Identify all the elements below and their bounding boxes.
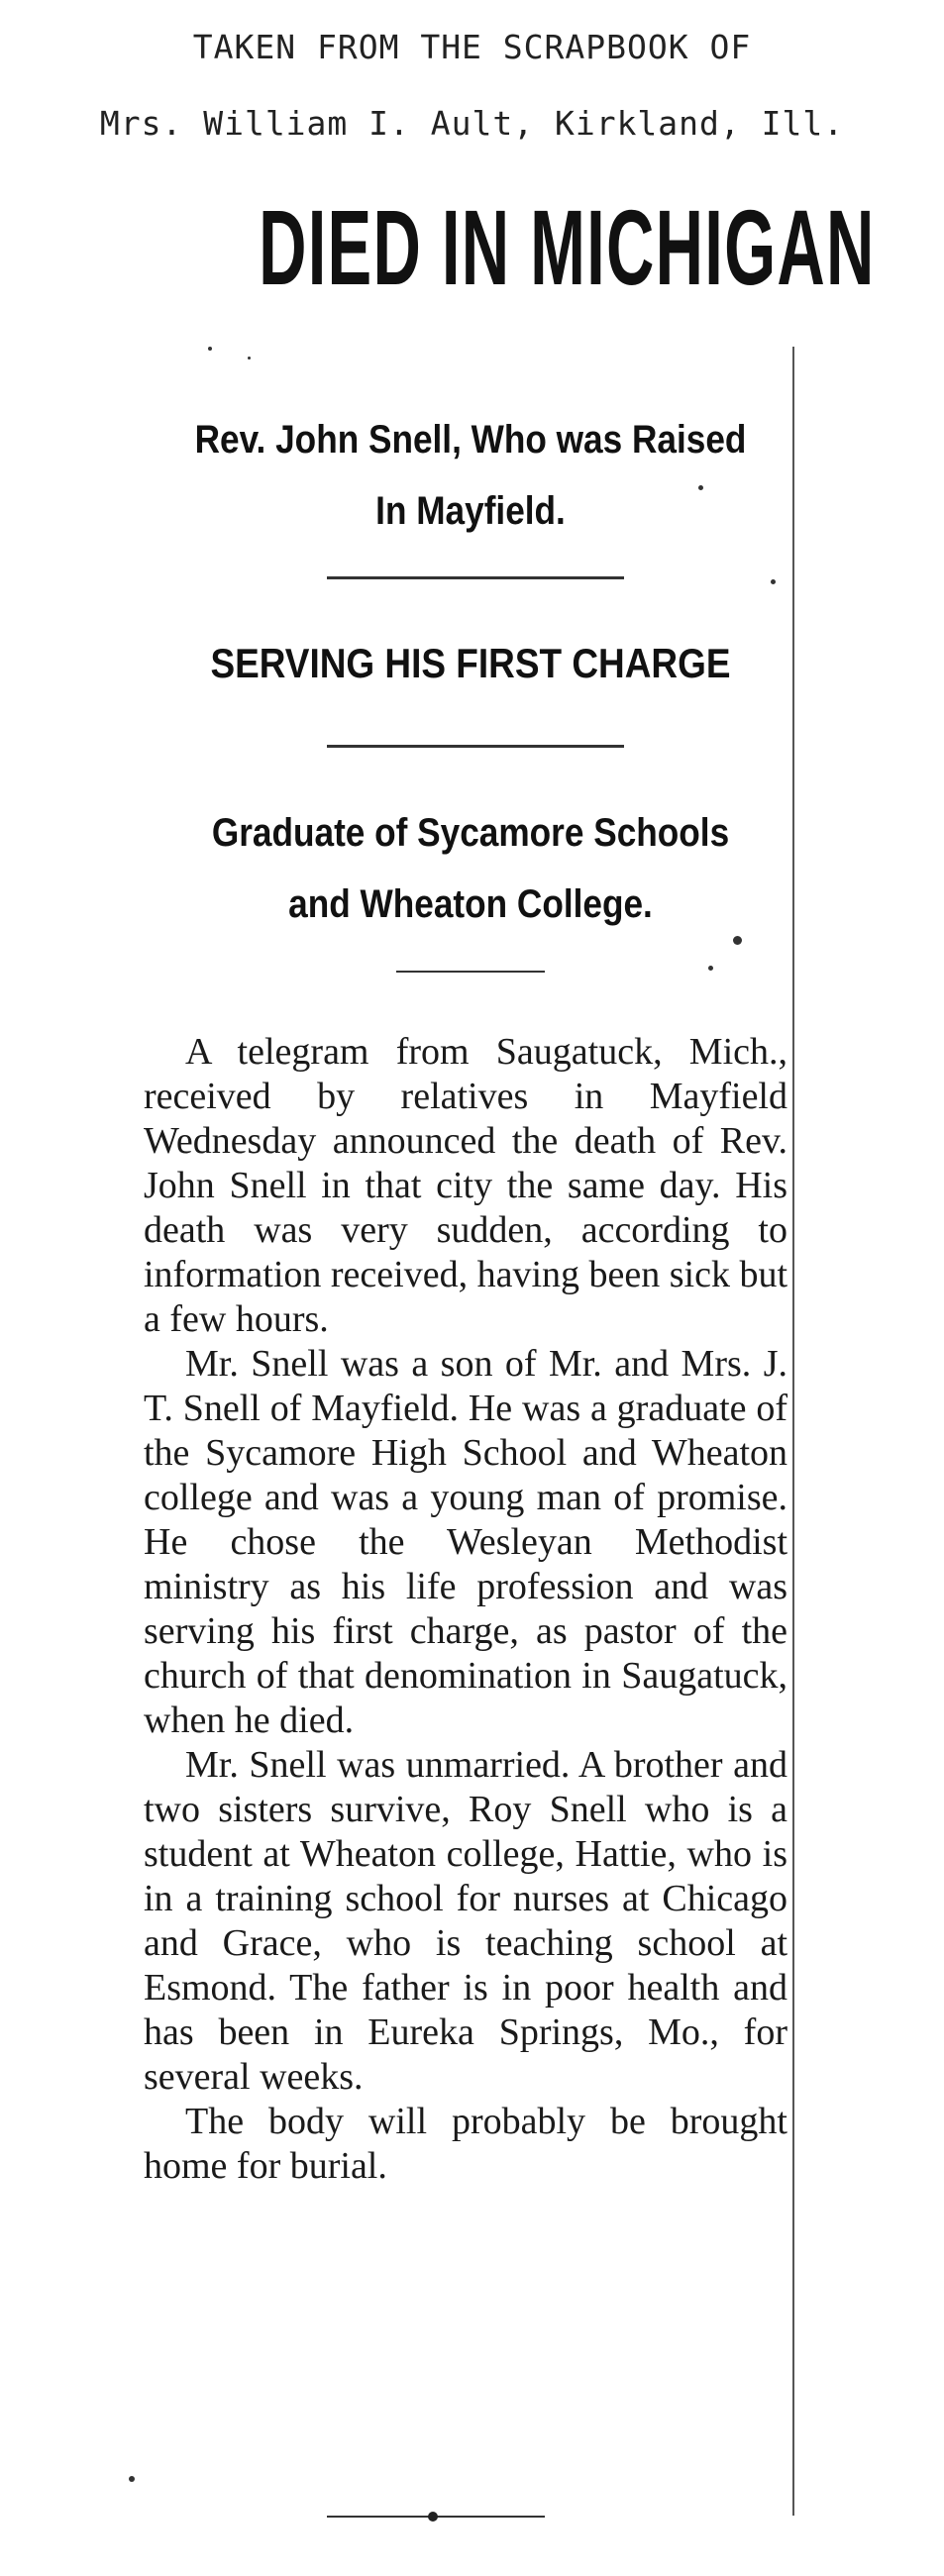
headline: DIED IN MICHIGAN: [259, 187, 876, 307]
paragraph-2: Mr. Snell was a son of Mr. and Mrs. J. T. Snell of Mayfield. He was a graduate of the Sycamore High School and Wheaton college and was a young man of promise. He chose the Wesleyan Methodist ministry as his life profession and was serving his first charge, as pastor of the church of that denomination in Saugatuck, when he died.: [144, 1343, 787, 1741]
speck: [129, 2476, 135, 2482]
paragraph-1: A telegram from Saugatuck, Mich., received by relatives in Mayfield Wednesday announced the death of Rev. John Snell in that city the same day. His death was very sudden, according to information received, having been sick but a few hours.: [144, 1031, 788, 1340]
column-rule: [792, 347, 794, 2516]
end-dot: [428, 2512, 438, 2522]
article-body: [144, 1030, 787, 2189]
scrapbook-header-line2: Mrs. William I. Ault, Kirkland, Ill.: [99, 104, 845, 143]
divider-rule-2: [327, 745, 624, 748]
speck: [771, 579, 776, 584]
divider-rule-1: [327, 576, 624, 579]
divider-rule-3: [396, 971, 545, 973]
paragraph-4: The body will probably be brought home for burial.: [144, 2101, 787, 2187]
subheadline-1: Rev. John Snell, Who was Raised In Mayfield.: [194, 418, 747, 533]
paragraph-3: Mr. Snell was unmarried. A brother and two sisters survive, Roy Snell who is a student at Wheaton college, Hattie, who is in a training school for nurses at Chicago and Grace, who is teaching school at Esmond. The father is in poor health and has been in Eureka Springs, Mo., for several weeks.: [144, 1744, 787, 2098]
speck: [208, 347, 212, 351]
speck: [698, 485, 703, 490]
subheadline-2: SERVING HIS FIRST CHARGE: [210, 640, 731, 686]
speck: [733, 936, 742, 945]
speck: [708, 966, 713, 971]
subheadline-3: Graduate of Sycamore Schools and Wheaton College.: [211, 811, 730, 926]
scrapbook-header-line1: TAKEN FROM THE SCRAPBOOK OF: [192, 28, 752, 66]
speck: [248, 357, 251, 360]
